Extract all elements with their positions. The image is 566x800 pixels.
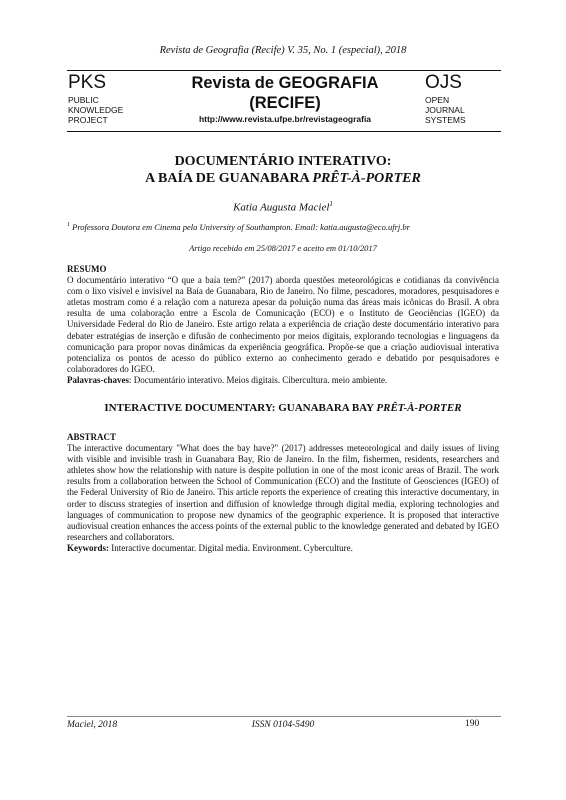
author-name: [0, 200, 566, 214]
author-text: Katia Augusta Maciel: [233, 201, 330, 214]
title-line-2-italic: PRÊT-À-PORTER: [312, 171, 421, 186]
pks-logo-text: PKS: [68, 72, 107, 93]
affiliation-text: Professora Doutora em Cinema pela University of Southampton. Email: katia.augusta@eco.ufrj.br: [70, 222, 410, 232]
pks-line: PROJECT: [68, 115, 108, 125]
footer-author-year: Maciel, 2018: [67, 720, 118, 730]
journal-title: [160, 73, 410, 113]
footer-rule: [67, 716, 501, 717]
resumo-body: O documentário interativo “O que a baía tem?” (2017) aborda questões meteorológicas e cotidianas da convivência com o lixo visível e invisível na Baía de Guanabara, Rio de Janeiro. No filme, pescadores, moradores, pesquisadores e atletas mostram como é a relação com a natureza apesar da poluição numa das áreas mais icônicas do Brasil. A obra resulta de uma colaboração entre a Escola de Comunicação (ECO) e o Instituto de Geociências (IGEO) da Universidade Federal do Rio de Janeiro. Este artigo relata a experiência de criação deste documentário interativo para debater estratégias de inserção e difusão de conhecimento por meios digitais, explorando tecnologias e linguagens da comunicação para propor novas dinâmicas da experiência geográfica. Propõe-se que a criação audiovisual interativa potencializa os pontos de acesso do público externo ao conhecimento gerado e debatido por pesquisadores e colaboradores do IGEO.: [67, 275, 499, 374]
abstract-body: The interactive documentary "What does the bay have?" (2017) addresses meteorological and daily issues of living with visible and invisible trash in Guanabara Bay, Rio de Janeiro. In the film, fishermen, residents, researchers and athletes show how the relationship with nature is despite pollution in one of the most iconic areas of Brazil. The work results from a collaboration between the School of Communication (ECO) and the Institute of Geosciences (IGEO) of the Federal University of Rio de Janeiro. This article reports the experience of creating this interactive documentary, in order to discuss strategies of insertion and diffusion of knowledge through digital media, exploring technologies and languages of communication to propose new dynamics of the geographic experience. It is proposed that interactive audiovisual creation enhances the access points of the external public to the knowledge generated and debated by IGEO researchers and collaborators.: [67, 443, 499, 542]
english-title: [40, 402, 526, 414]
title-line-1: DOCUMENTÁRIO INTERATIVO:: [174, 154, 392, 169]
page-number: 190: [465, 719, 480, 729]
journal-url[interactable]: http://www.revista.ufpe.br/revistageografia: [198, 114, 372, 124]
ojs-logo-text: OJS: [425, 72, 462, 93]
ojs-line: JOURNAL: [425, 105, 465, 115]
pks-line: PUBLIC: [68, 95, 99, 105]
running-head: Revista de Geografia (Recife) V. 35, No. 1 (especial), 2018: [159, 45, 407, 56]
title-line-2-text: A BAÍA DE GUANABARA: [145, 171, 313, 186]
footer-issn: ISSN 0104-5490: [251, 720, 315, 730]
ojs-subtitle: [425, 95, 466, 125]
affiliation-footnote-mark: 1: [67, 222, 70, 229]
author-affiliation: [67, 222, 507, 232]
abstract-keywords-label: Keywords:: [67, 542, 109, 553]
resumo-keywords-label: Palavras-chaves: [67, 374, 129, 385]
english-title-text: INTERACTIVE DOCUMENTARY: GUANABARA BAY: [104, 402, 377, 414]
ojs-line: SYSTEMS: [425, 115, 466, 125]
journal-title-line: Revista de GEOGRAFIA: [191, 74, 379, 92]
abstract-section: [67, 432, 499, 554]
resumo-heading: RESUMO: [67, 264, 107, 274]
pks-line: KNOWLEDGE: [68, 105, 124, 115]
resumo-section: [67, 264, 499, 386]
article-title: [40, 153, 526, 187]
ojs-line: OPEN: [425, 95, 450, 105]
abstract-heading: ABSTRACT: [67, 432, 117, 442]
abstract-keywords: [67, 543, 499, 554]
resumo-keywords-text: : Documentário interativo. Meios digitais. Cibercultura. meio ambiente.: [129, 374, 388, 385]
english-title-italic: PRÊT-À-PORTER: [376, 402, 462, 414]
received-date: Artigo recebido em 25/08/2017 e aceito em 01/10/2017: [189, 243, 377, 253]
journal-title-line: (RECIFE): [249, 94, 321, 112]
author-footnote-mark: 1: [329, 200, 333, 208]
resumo-keywords: [67, 375, 499, 386]
title-line-2: [40, 170, 526, 187]
abstract-keywords-text: Interactive documentar. Digital media. Environment. Cyberculture.: [109, 542, 353, 553]
pks-subtitle: [68, 95, 123, 125]
